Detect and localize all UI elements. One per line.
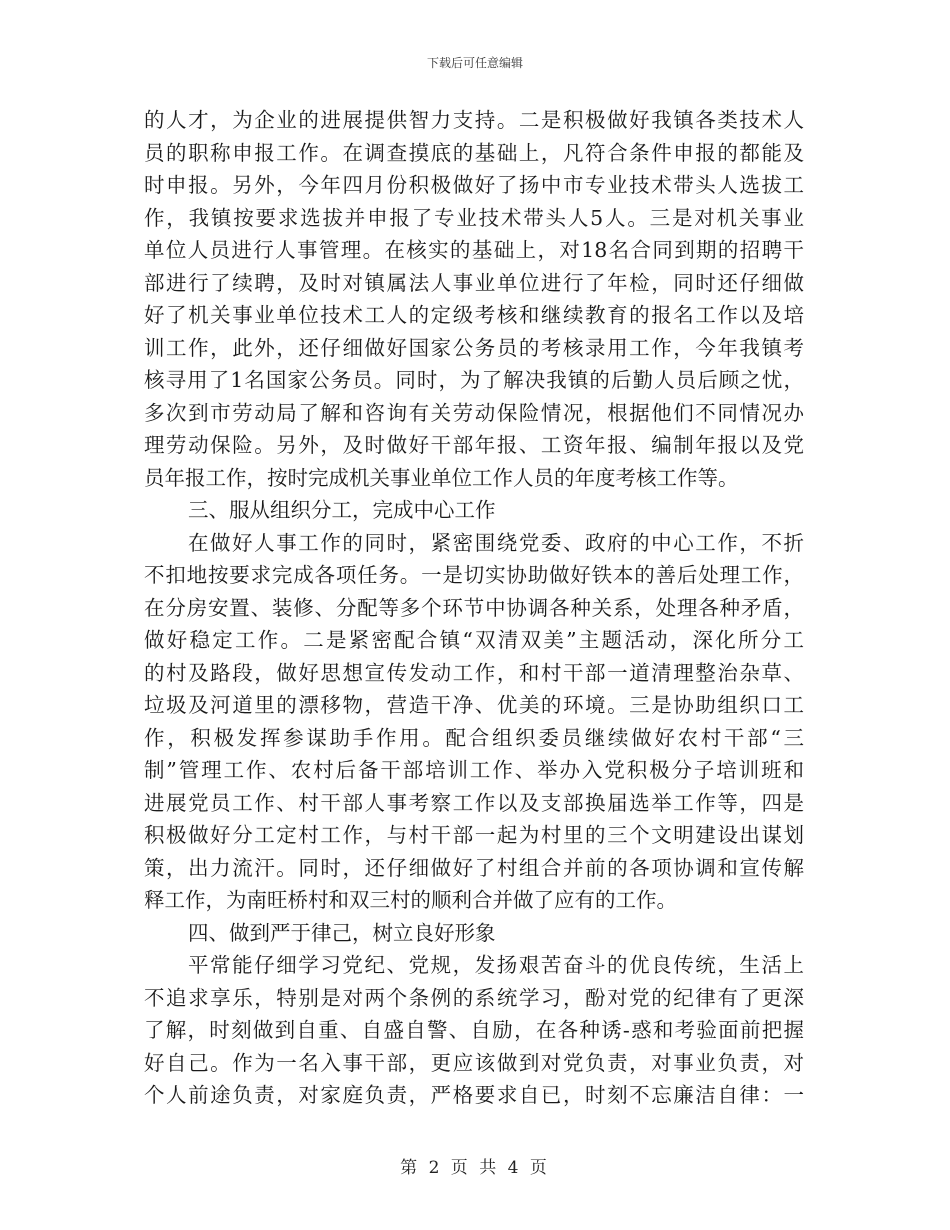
document-body [144, 104, 804, 1112]
text-line: 做好稳定工作。二是紧密配合镇“双清双美”主题活动，深化所分工 [144, 628, 804, 652]
text-line: 平常能仔细学习党纪、党规，发扬艰苦奋斗的优良传统，生活上 [188, 953, 804, 977]
text-line: 核寻用了1名国家公务员。同时，为了解决我镇的后勤人员后顾之忧， [144, 368, 804, 392]
text-line: 作，我镇按要求选拔并申报了专业技术带头人5人。三是对机关事业 [144, 205, 804, 230]
text-line: 多次到市劳动局了解和咨询有关劳动保险情况，根据他们不同情况办 [144, 400, 804, 425]
text-line: 策，出力流汗。同时，还仔细做好了村组合并前的各项协调和宣传解 [144, 855, 804, 880]
text-line: 单位人员进行人事管理。在核实的基础上，对18名合同到期的招聘干 [144, 238, 804, 262]
text-line: 在分房安置、装修、分配等多个环节中协调各种关系，处理各种矛盾， [144, 595, 804, 620]
text-line: 的村及路段，做好思想宣传发动工作，和村干部一道清理整治杂草、 [144, 660, 804, 685]
text-line: 部进行了续聘，及时对镇属法人事业单位进行了年检，同时还仔细做 [144, 270, 804, 295]
text-line: 训工作，此外，还仔细做好国家公务员的考核录用工作，今年我镇考 [144, 335, 804, 360]
text-line: 不追求享乐，特别是对两个条例的系统学习，酚对党的纪律有了更深 [144, 985, 804, 1010]
section-heading: 三、服从组织分工，完成中心工作 [188, 498, 496, 522]
text-line: 好自己。作为一名入事干部，更应该做到对党负责，对事业负责，对 [144, 1050, 804, 1075]
text-line: 员的职称申报工作。在调查摸底的基础上，凡符合条件申报的都能及 [144, 140, 804, 165]
text-line: 理劳动保险。另外，及时做好干部年报、工资年报、编制年报以及党 [144, 433, 804, 457]
text-line: 释工作，为南旺桥村和双三村的顺利合并做了应有的工作。 [144, 888, 677, 912]
text-line: 进展党员工作、村干部人事考察工作以及支部换届选举工作等，四是 [144, 790, 804, 815]
text-line: 员年报工作，按时完成机关事业单位工作人员的年度考核工作等。 [144, 465, 739, 490]
text-line: 好了机关事业单位技术工人的定级考核和继续教育的报名工作以及培 [144, 303, 804, 327]
text-line: 了解，时刻做到自重、自盛自警、自励，在各种诱-惑和考验面前把握 [144, 1018, 804, 1042]
text-line: 积极做好分工定村工作，与村干部一起为村里的三个文明建设出谋划 [144, 823, 804, 847]
text-line: 作，积极发挥参谋助手作用。配合组织委员继续做好农村干部“三 [144, 725, 804, 750]
text-line: 制”管理工作、农村后备干部培训工作、举办入党积极分子培训班和 [144, 758, 804, 782]
text-line: 在做好人事工作的同时，紧密围绕党委、政府的中心工作，不折 [188, 530, 804, 555]
text-line: 时申报。另外，今年四月份积极做好了扬中市专业技术带头人选拔工 [144, 173, 804, 197]
text-line: 个人前途负责，对家庭负责，严格要求自已，时刻不忘廉洁自律：一 [144, 1083, 804, 1107]
section-heading: 四、做到严于律己，树立良好形象 [188, 920, 496, 945]
page-number: 第 2 页 共 4 页 [400, 1158, 550, 1178]
header-note: 下载后可任意编辑 [426, 56, 523, 70]
text-line: 不扣地按要求完成各项任务。一是切实协助做好铁本的善后处理工作， [144, 563, 804, 587]
text-line: 的人才，为企业的进展提供智力支持。二是积极做好我镇各类技术人 [144, 108, 804, 132]
text-line: 垃圾及河道里的漂移物，营造干净、优美的环境。三是协助组织口工 [144, 693, 804, 717]
